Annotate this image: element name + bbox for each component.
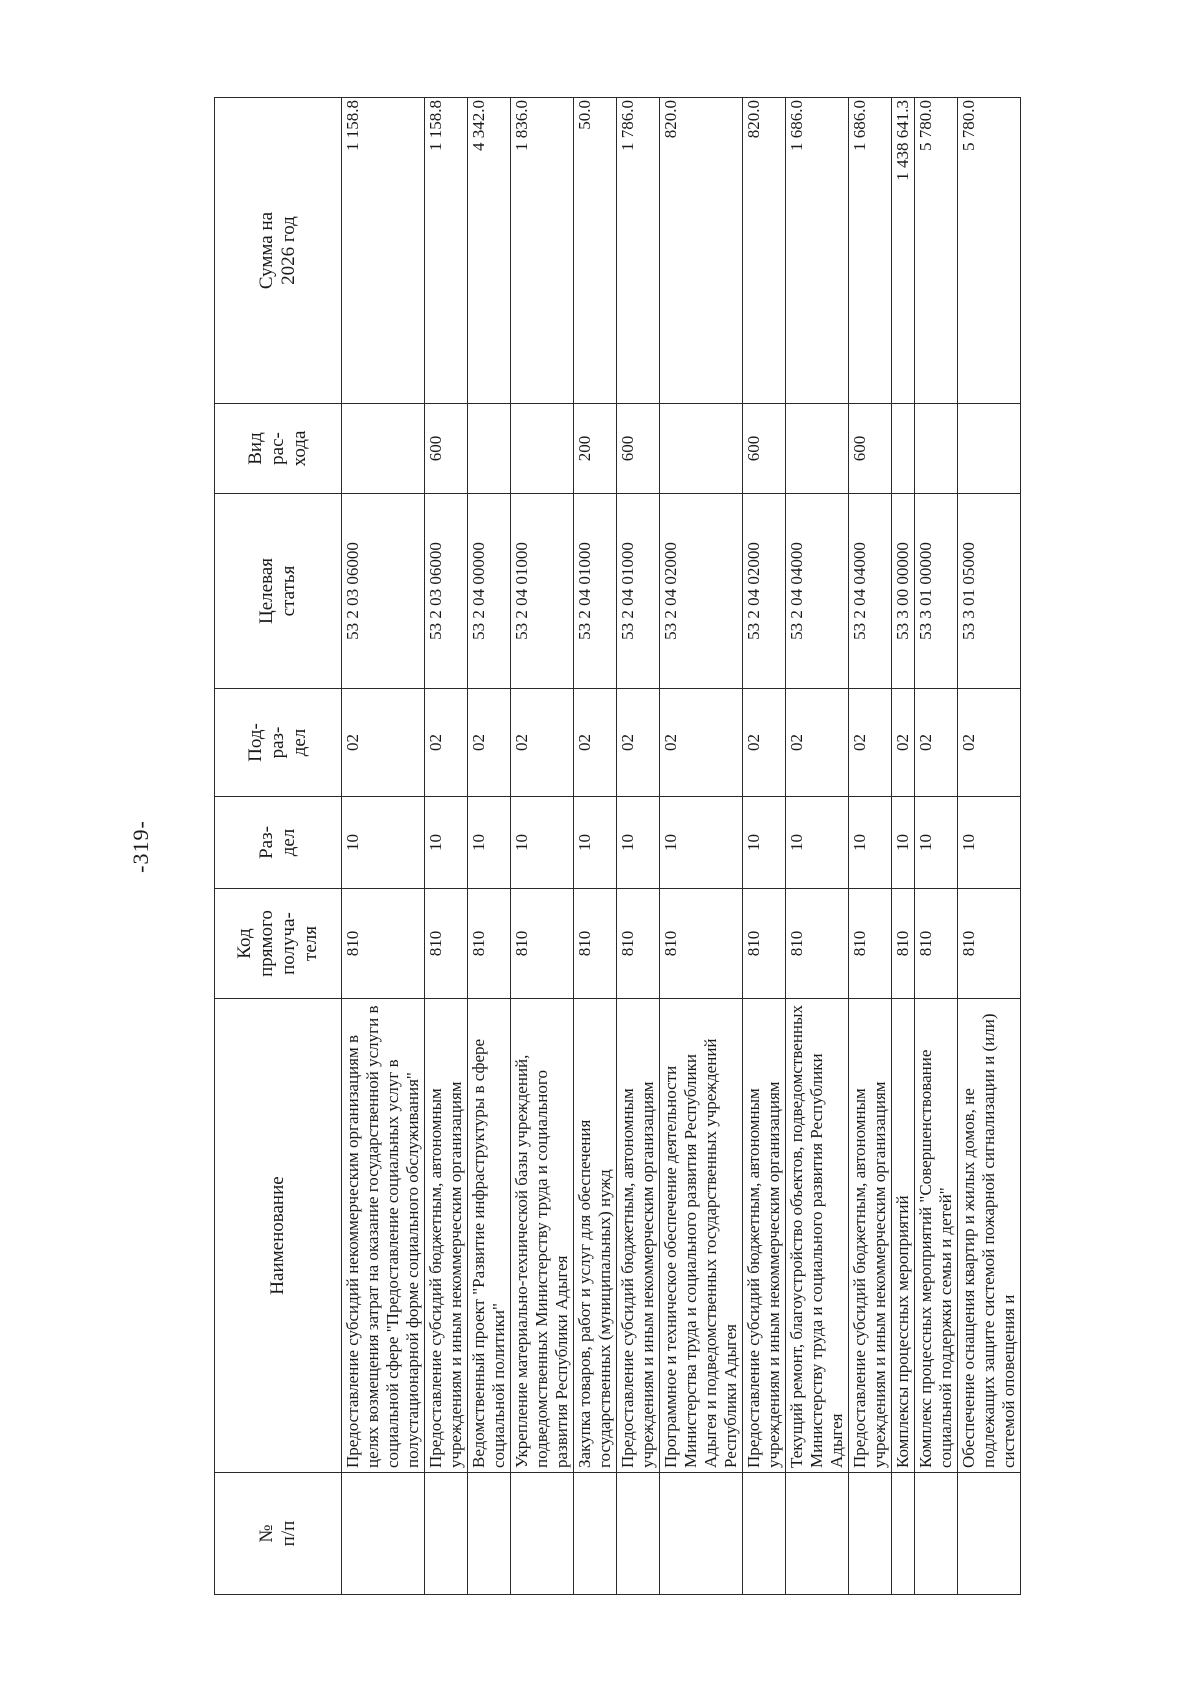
header-recipient: Код прямого получа- теля bbox=[215, 889, 342, 999]
cell-sum: 1 686.0 bbox=[849, 98, 892, 404]
table-row bbox=[425, 98, 468, 1595]
cell-subsection: 02 bbox=[617, 689, 660, 797]
cell-section: 10 bbox=[574, 797, 617, 889]
header-section: Раз- дел bbox=[215, 797, 342, 889]
cell-name: Предоставление субсидий некоммерческим организациям в целях возмещения затрат на оказание государственной услуги в социальной сфере "Предоставление социальных услуг в полустационарной форме социального обслуживания" bbox=[342, 999, 425, 1473]
cell-section: 10 bbox=[511, 797, 574, 889]
budget-table bbox=[214, 97, 1021, 1595]
cell-sum: 1 158.8 bbox=[342, 98, 425, 404]
cell-target: 53 2 04 01000 bbox=[574, 494, 617, 689]
cell-subsection: 02 bbox=[660, 689, 743, 797]
cell-num bbox=[849, 1473, 892, 1595]
cell-num bbox=[511, 1473, 574, 1595]
cell-sum: 4 342.0 bbox=[468, 98, 511, 404]
cell-target: 53 3 01 05000 bbox=[958, 494, 1021, 689]
cell-recipient: 810 bbox=[425, 889, 468, 999]
cell-target: 53 2 04 01000 bbox=[617, 494, 660, 689]
cell-sum: 820.0 bbox=[743, 98, 786, 404]
cell-sum: 1 438 641.3 bbox=[892, 98, 915, 404]
cell-subsection: 02 bbox=[425, 689, 468, 797]
cell-section: 10 bbox=[915, 797, 958, 889]
page-number: -319- bbox=[128, 820, 153, 873]
table-row bbox=[892, 98, 915, 1595]
cell-subsection: 02 bbox=[915, 689, 958, 797]
header-sum: Сумма на 2026 год bbox=[215, 98, 342, 404]
cell-name: Закупка товаров, работ и услуг для обеспечения государственных (муниципальных) нужд bbox=[574, 999, 617, 1473]
table-row bbox=[468, 98, 511, 1595]
cell-name: Текущий ремонт, благоустройство объектов, подведомственных Министерству труда и социального развития Республики Адыгея bbox=[786, 999, 849, 1473]
cell-sum: 5 780.0 bbox=[915, 98, 958, 404]
cell-recipient: 810 bbox=[574, 889, 617, 999]
cell-subsection: 02 bbox=[468, 689, 511, 797]
cell-subsection: 02 bbox=[958, 689, 1021, 797]
cell-name: Комплекс процессных мероприятий "Совершенствование социальной поддержки семьи и детей" bbox=[915, 999, 958, 1473]
cell-recipient: 810 bbox=[511, 889, 574, 999]
cell-expense bbox=[660, 404, 743, 494]
cell-recipient: 810 bbox=[468, 889, 511, 999]
cell-subsection: 02 bbox=[743, 689, 786, 797]
cell-num bbox=[660, 1473, 743, 1595]
table-header-row bbox=[215, 98, 342, 1595]
table-row bbox=[915, 98, 958, 1595]
cell-num bbox=[743, 1473, 786, 1595]
table-row bbox=[511, 98, 574, 1595]
cell-section: 10 bbox=[617, 797, 660, 889]
rotated-page bbox=[128, 98, 1050, 1595]
cell-name: Ведомственный проект "Развитие инфраструктуры в сфере социальной политики" bbox=[468, 999, 511, 1473]
table-row bbox=[786, 98, 849, 1595]
table-row bbox=[342, 98, 425, 1595]
cell-recipient: 810 bbox=[660, 889, 743, 999]
cell-target: 53 2 04 00000 bbox=[468, 494, 511, 689]
cell-num bbox=[915, 1473, 958, 1595]
cell-target: 53 3 00 00000 bbox=[892, 494, 915, 689]
cell-subsection: 02 bbox=[786, 689, 849, 797]
cell-expense bbox=[342, 404, 425, 494]
cell-expense: 600 bbox=[617, 404, 660, 494]
cell-num bbox=[617, 1473, 660, 1595]
table-row bbox=[574, 98, 617, 1595]
cell-sum: 820.0 bbox=[660, 98, 743, 404]
table-row bbox=[660, 98, 743, 1595]
table-row bbox=[958, 98, 1021, 1595]
cell-section: 10 bbox=[849, 797, 892, 889]
cell-subsection: 02 bbox=[342, 689, 425, 797]
cell-target: 53 2 03 06000 bbox=[425, 494, 468, 689]
cell-name: Комплексы процессных мероприятий bbox=[892, 999, 915, 1473]
cell-expense: 600 bbox=[743, 404, 786, 494]
cell-section: 10 bbox=[786, 797, 849, 889]
header-name: Наименование bbox=[215, 999, 342, 1473]
cell-recipient: 810 bbox=[743, 889, 786, 999]
cell-expense: 200 bbox=[574, 404, 617, 494]
cell-target: 53 3 01 00000 bbox=[915, 494, 958, 689]
cell-target: 53 2 03 06000 bbox=[342, 494, 425, 689]
header-expense: Вид рас- хода bbox=[215, 404, 342, 494]
cell-expense bbox=[915, 404, 958, 494]
cell-target: 53 2 04 02000 bbox=[660, 494, 743, 689]
cell-section: 10 bbox=[468, 797, 511, 889]
cell-section: 10 bbox=[342, 797, 425, 889]
table-row bbox=[849, 98, 892, 1595]
cell-num bbox=[468, 1473, 511, 1595]
cell-recipient: 810 bbox=[849, 889, 892, 999]
cell-section: 10 bbox=[958, 797, 1021, 889]
header-num: № п/п bbox=[215, 1473, 342, 1595]
cell-subsection: 02 bbox=[849, 689, 892, 797]
cell-expense bbox=[511, 404, 574, 494]
cell-name: Обеспечение оснащения квартир и жилых домов, не подлежащих защите системой пожарной сигнализации и (или) системой оповещения и bbox=[958, 999, 1021, 1473]
cell-recipient: 810 bbox=[892, 889, 915, 999]
cell-num bbox=[958, 1473, 1021, 1595]
cell-name: Программное и техническое обеспечение деятельности Министерства труда и социального развития Республики Адыгея и подведомственных государственных учреждений Республики Адыгея bbox=[660, 999, 743, 1473]
cell-name: Предоставление субсидий бюджетным, автономным учреждениям и иным некоммерческим организациям bbox=[425, 999, 468, 1473]
cell-num bbox=[786, 1473, 849, 1595]
cell-expense bbox=[468, 404, 511, 494]
cell-sum: 1 836.0 bbox=[511, 98, 574, 404]
cell-sum: 1 686.0 bbox=[786, 98, 849, 404]
cell-sum: 1 786.0 bbox=[617, 98, 660, 404]
table-row bbox=[617, 98, 660, 1595]
table-row bbox=[743, 98, 786, 1595]
cell-name: Предоставление субсидий бюджетным, автономным учреждениям и иным некоммерческим организациям bbox=[743, 999, 786, 1473]
header-subsection: Под- раз- дел bbox=[215, 689, 342, 797]
cell-recipient: 810 bbox=[786, 889, 849, 999]
cell-sum: 50.0 bbox=[574, 98, 617, 404]
cell-target: 53 2 04 01000 bbox=[511, 494, 574, 689]
cell-target: 53 2 04 02000 bbox=[743, 494, 786, 689]
cell-name: Предоставление субсидий бюджетным, автономным учреждениям и иным некоммерческим организациям bbox=[617, 999, 660, 1473]
cell-target: 53 2 04 04000 bbox=[786, 494, 849, 689]
cell-section: 10 bbox=[892, 797, 915, 889]
header-target: Целевая статья bbox=[215, 494, 342, 689]
cell-expense bbox=[958, 404, 1021, 494]
cell-num bbox=[342, 1473, 425, 1595]
cell-name: Предоставление субсидий бюджетным, автономным учреждениям и иным некоммерческим организациям bbox=[849, 999, 892, 1473]
cell-section: 10 bbox=[660, 797, 743, 889]
cell-section: 10 bbox=[425, 797, 468, 889]
cell-recipient: 810 bbox=[915, 889, 958, 999]
cell-section: 10 bbox=[743, 797, 786, 889]
cell-subsection: 02 bbox=[892, 689, 915, 797]
cell-num bbox=[574, 1473, 617, 1595]
cell-name: Укрепление материально-технической базы учреждений, подведомственных Министерству труда и социального развития Республики Адыгея bbox=[511, 999, 574, 1473]
cell-expense bbox=[786, 404, 849, 494]
cell-recipient: 810 bbox=[958, 889, 1021, 999]
cell-recipient: 810 bbox=[617, 889, 660, 999]
cell-sum: 5 780.0 bbox=[958, 98, 1021, 404]
cell-expense bbox=[892, 404, 915, 494]
cell-subsection: 02 bbox=[511, 689, 574, 797]
cell-target: 53 2 04 04000 bbox=[849, 494, 892, 689]
cell-subsection: 02 bbox=[574, 689, 617, 797]
cell-expense: 600 bbox=[425, 404, 468, 494]
cell-num bbox=[425, 1473, 468, 1595]
cell-sum: 1 158.8 bbox=[425, 98, 468, 404]
cell-recipient: 810 bbox=[342, 889, 425, 999]
cell-num bbox=[892, 1473, 915, 1595]
cell-expense: 600 bbox=[849, 404, 892, 494]
